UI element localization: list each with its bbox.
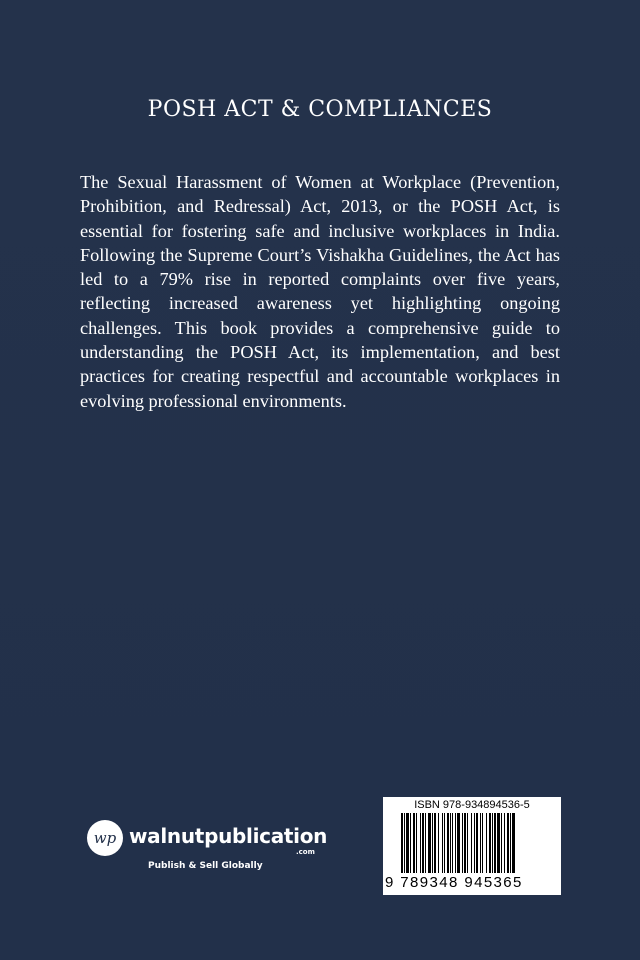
publisher-domain: .com (296, 848, 315, 856)
publisher-name: walnutpublication (129, 824, 328, 848)
publisher-logo-icon: wp (87, 820, 123, 856)
barcode-bars (401, 813, 551, 875)
isbn-barcode (383, 797, 561, 895)
isbn-label: ISBN 978-934894536-5 (414, 799, 530, 811)
publisher-tagline: Publish & Sell Globally (148, 861, 263, 871)
book-blurb: The Sexual Harassment of Women at Workplace (Prevention, Prohibition, and Redressal) Act, 2013, or the POSH Act, is essential for fostering safe and inclusive workplaces in India. Following the Supreme Court’s Vishakha Guidelines, the Act has led to a 79% rise in reported complaints over five years, reflecting increased awareness yet highlighting ongoing challenges. This book provides a comprehensive guide to understanding the POSH Act, its implementation, and best practices for creating respectful and accountable workplaces in evolving professional environments. (80, 172, 560, 411)
publisher-logo (87, 818, 337, 878)
barcode-digits: 9 789348 945365 (385, 874, 523, 891)
book-title: POSH ACT & COMPLIANCES (147, 97, 493, 122)
